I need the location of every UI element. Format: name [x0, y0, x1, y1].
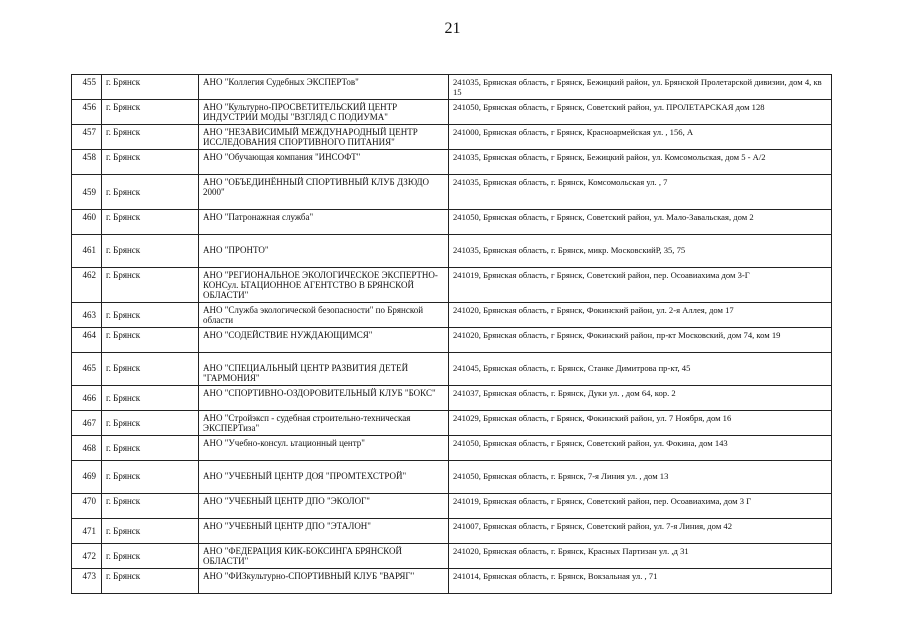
- row-organization: АНО "Обучающая компания "ИНСОФТ": [199, 150, 449, 175]
- row-organization: АНО "СПЕЦИАЛЬНЫЙ ЦЕНТР РАЗВИТИЯ ДЕТЕЙ "ГАРМОНИЯ": [199, 353, 449, 386]
- row-organization: АНО "УЧЕБНЫЙ ЦЕНТР ДПО "ЭКОЛОГ": [199, 494, 449, 519]
- row-number: 457: [72, 125, 102, 150]
- row-organization: АНО "ОБЪЕДИНЁННЫЙ СПОРТИВНЫЙ КЛУБ ДЗЮДО 2000": [199, 175, 449, 210]
- table-row: [72, 210, 832, 235]
- table-row: [72, 125, 832, 150]
- row-organization: АНО "Учебно-консул. ьтационный центр": [199, 436, 449, 461]
- row-address: 241000, Брянская область, г Брянск, Красноармейская ул. , 156, А: [449, 125, 832, 150]
- row-number: 469: [72, 461, 102, 494]
- row-organization: АНО "ПРОНТО": [199, 235, 449, 268]
- row-city: г. Брянск: [102, 75, 199, 100]
- row-number: 464: [72, 328, 102, 353]
- table-row: [72, 569, 832, 594]
- row-city: г. Брянск: [102, 150, 199, 175]
- page-number: 21: [444, 20, 461, 37]
- table-row: [72, 519, 832, 544]
- row-city: г. Брянск: [102, 494, 199, 519]
- row-city: г. Брянск: [102, 519, 199, 544]
- row-organization: АНО "СПОРТИВНО-ОЗДОРОВИТЕЛЬНЫЙ КЛУБ "БОКС": [199, 386, 449, 411]
- row-address: 241045, Брянская область, г. Брянск, Станке Димитрова пр-кт, 45: [449, 353, 832, 386]
- row-number: 470: [72, 494, 102, 519]
- row-city: г. Брянск: [102, 175, 199, 210]
- row-address: 241050, Брянская область, г Брянск, Советский район, ул. Мало-Завальская, дом 2: [449, 210, 832, 235]
- row-address: 241035, Брянская область, г Брянск, Бежицкий район, ул. Брянской Пролетарской дивизии, дом 4, кв 15: [449, 75, 832, 100]
- table-row: [72, 436, 832, 461]
- table-row: [72, 544, 832, 569]
- row-number: 460: [72, 210, 102, 235]
- row-address: 241020, Брянская область, г Брянск, Фокинский район, пр-кт Московский, дом 74, ком 19: [449, 328, 832, 353]
- row-city: г. Брянск: [102, 353, 199, 386]
- row-organization: АНО "Служба экологической безопасности" по Брянской области: [199, 303, 449, 328]
- row-address: 241035, Брянская область, г. Брянск, микр. МосковскийР, 35, 75: [449, 235, 832, 268]
- row-city: г. Брянск: [102, 386, 199, 411]
- row-address: 241037, Брянская область, г. Брянск, Дуки ул. , дом 64, кор. 2: [449, 386, 832, 411]
- row-address: 241019, Брянская область, г Брянск, Советский район, пер. Осоавиахима дом 3-Г: [449, 268, 832, 303]
- row-address: 241014, Брянская область, г. Брянск, Вокзальная ул. , 71: [449, 569, 832, 594]
- row-organization: АНО "ФЕДЕРАЦИЯ КИК-БОКСИНГА БРЯНСКОЙ ОБЛАСТИ": [199, 544, 449, 569]
- row-organization: АНО "Культурно-ПРОСВЕТИТЕЛЬСКИЙ ЦЕНТР ИНДУСТРИИ МОДЫ "ВЗГЛЯД С ПОДИУМА": [199, 100, 449, 125]
- row-city: г. Брянск: [102, 100, 199, 125]
- row-city: г. Брянск: [102, 125, 199, 150]
- row-number: 466: [72, 386, 102, 411]
- table-row: [72, 386, 832, 411]
- row-number: 458: [72, 150, 102, 175]
- row-organization: АНО "СОДЕЙСТВИЕ НУЖДАЮЩИМСЯ": [199, 328, 449, 353]
- row-number: 472: [72, 544, 102, 569]
- row-number: 456: [72, 100, 102, 125]
- row-number: 473: [72, 569, 102, 594]
- row-city: г. Брянск: [102, 328, 199, 353]
- table-row: [72, 175, 832, 210]
- row-organization: АНО "Стройэксп - судебная строительно-техническая ЭКСПЕРТиза": [199, 411, 449, 436]
- registry-table: [71, 74, 832, 594]
- table-row: [72, 268, 832, 303]
- row-city: г. Брянск: [102, 235, 199, 268]
- row-city: г. Брянск: [102, 303, 199, 328]
- row-address: 241035, Брянская область, г Брянск, Бежицкий район, ул. Комсомольская, дом 5 - А/2: [449, 150, 832, 175]
- row-address: 241020, Брянская область, г. Брянск, Красных Партизан ул. ,д 31: [449, 544, 832, 569]
- row-number: 468: [72, 436, 102, 461]
- table-row: [72, 100, 832, 125]
- row-address: 241019, Брянская область, г Брянск, Советский район, пер. Осоавиахима, дом 3 Г: [449, 494, 832, 519]
- row-city: г. Брянск: [102, 544, 199, 569]
- row-organization: АНО "ФИЗкультурно-СПОРТИВНЫЙ КЛУБ "ВАРЯГ": [199, 569, 449, 594]
- table-row: [72, 494, 832, 519]
- row-organization: АНО "УЧЕБНЫЙ ЦЕНТР ДПО "ЭТАЛОН": [199, 519, 449, 544]
- row-address: 241050, Брянская область, г. Брянск, 7-я Линия ул. , дом 13: [449, 461, 832, 494]
- row-address: 241007, Брянская область, г Брянск, Советский район, ул. 7-я Линия, дом 42: [449, 519, 832, 544]
- row-organization: АНО "Коллегия Судебных ЭКСПЕРТов": [199, 75, 449, 100]
- row-city: г. Брянск: [102, 461, 199, 494]
- table-row: [72, 235, 832, 268]
- row-organization: АНО "УЧЕБНЫЙ ЦЕНТР ДОЯ "ПРОМТЕХСТРОЙ": [199, 461, 449, 494]
- table-row: [72, 461, 832, 494]
- row-number: 465: [72, 353, 102, 386]
- row-city: г. Брянск: [102, 411, 199, 436]
- row-address: 241035, Брянская область, г. Брянск, Комсомольская ул. , 7: [449, 175, 832, 210]
- row-number: 467: [72, 411, 102, 436]
- row-organization: АНО "НЕЗАВИСИМЫЙ МЕЖДУНАРОДНЫЙ ЦЕНТР ИССЛЕДОВАНИЯ СПОРТИВНОГО ПИТАНИЯ": [199, 125, 449, 150]
- table-row: [72, 150, 832, 175]
- row-city: г. Брянск: [102, 268, 199, 303]
- row-number: 455: [72, 75, 102, 100]
- row-organization: АНО "Патронажная служба": [199, 210, 449, 235]
- table-row: [72, 328, 832, 353]
- row-city: г. Брянск: [102, 436, 199, 461]
- row-address: 241050, Брянская область, г Брянск, Советский район, ул. Фокина, дом 143: [449, 436, 832, 461]
- row-address: 241029, Брянская область, г Брянск, Фокинский район, ул. 7 Ноября, дом 16: [449, 411, 832, 436]
- row-number: 459: [72, 175, 102, 210]
- row-address: 241020, Брянская область, г Брянск, Фокинский район, ул. 2-я Аллея, дом 17: [449, 303, 832, 328]
- table-row: [72, 303, 832, 328]
- table-row: [72, 75, 832, 100]
- table-row: [72, 411, 832, 436]
- row-organization: АНО "РЕГИОНАЛЬНОЕ ЭКОЛОГИЧЕСКОЕ ЭКСПЕРТНО-КОНСул. ЬТАЦИОННОЕ АГЕНТСТВО В БРЯНСКОЙ ОБЛАСТИ": [199, 268, 449, 303]
- row-number: 462: [72, 268, 102, 303]
- row-address: 241050, Брянская область, г Брянск, Советский район, ул. ПРОЛЕТАРСКАЯ дом 128: [449, 100, 832, 125]
- table-row: [72, 353, 832, 386]
- row-number: 463: [72, 303, 102, 328]
- row-city: г. Брянск: [102, 569, 199, 594]
- row-city: г. Брянск: [102, 210, 199, 235]
- row-number: 471: [72, 519, 102, 544]
- row-number: 461: [72, 235, 102, 268]
